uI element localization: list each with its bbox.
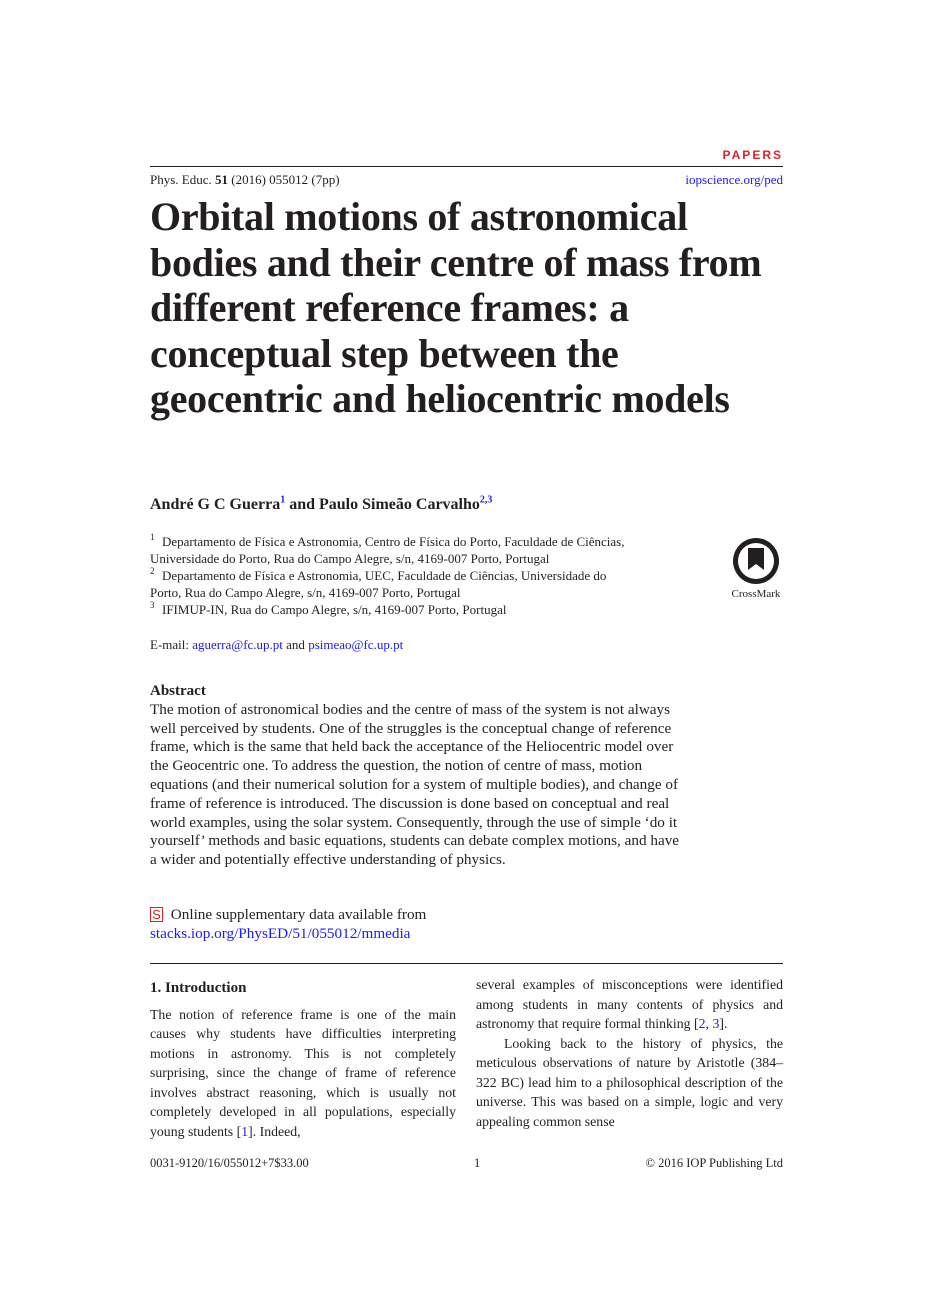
page-number: 1 <box>474 1156 481 1170</box>
author-1: André G C Guerra <box>150 496 281 513</box>
supplementary-link[interactable]: stacks.iop.org/PhysED/51/055012/mmedia <box>150 925 411 942</box>
email-link-1[interactable]: aguerra@fc.up.pt <box>192 637 283 652</box>
crossmark-badge[interactable] <box>722 537 790 600</box>
paragraph: Looking back to the history of physics, the meticulous observations of nature by Aristotle (384–322 BC) lead him to a philosophical description of the universe. This was based on a simple, logic and very appealing common sense <box>476 1035 783 1129</box>
supplementary-icon: S <box>150 907 163 922</box>
affiliation-item: 3 IFIMUP-IN, Rua do Campo Alegre, s/n, 4169-007 Porto, Portugal <box>150 600 507 617</box>
ref-link[interactable]: 2 <box>698 1016 706 1031</box>
email-link-2[interactable]: psimeao@fc.up.pt <box>308 637 404 652</box>
journal-line <box>150 172 783 188</box>
author-1-affil-ref[interactable]: 1 <box>280 494 286 506</box>
citation: Phys. Educ. 51 (2016) 055012 (7pp) <box>150 172 340 187</box>
affiliation-item-cont: Porto, Rua do Campo Alegre, s/n, 4169-007 Porto, Portugal <box>150 585 461 600</box>
crossmark-label: CrossMark <box>731 588 781 600</box>
section-label: PAPERS <box>722 148 783 162</box>
page-footer <box>150 1156 783 1171</box>
crossmark-icon <box>732 537 780 585</box>
paper-title: Orbital motions of astronomical bodies and their centre of mass from different reference frames: a conceptual step between the geocentric and heliocentric models <box>150 194 762 421</box>
section-rule <box>150 963 783 964</box>
author-2-affil-ref[interactable]: 2,3 <box>479 494 493 506</box>
affiliation-item: 1 Departamento de Física e Astronomia, Centro de Física do Porto, Faculdade de Ciências, <box>150 532 625 549</box>
ref-link[interactable]: 3 <box>712 1016 720 1031</box>
right-column <box>476 975 783 1131</box>
email-line: E-mail: aguerra@fc.up.pt and psimeao@fc.up.pt <box>150 637 404 652</box>
affiliation-item: 2 Departamento de Física e Astronomia, UEC, Faculdade de Ciências, Universidade do <box>150 566 607 583</box>
journal-site-link[interactable]: iopscience.org/ped <box>685 172 783 187</box>
paragraph: The notion of reference frame is one of the main causes why students have difficulties interpreting motions in astronomy. This is not completely surprising, since the change of frame of reference involves abstract reasoning, which is usually not completely developed in all populations, especially young students [1]. Indeed, <box>150 1006 456 1139</box>
affiliation-item-cont: Universidade do Porto, Rua do Campo Alegre, s/n, 4169-007 Porto, Portugal <box>150 551 550 566</box>
abstract-body: The motion of astronomical bodies and the centre of mass of the system is not always well perceived by students. One of the struggles is the conceptual change of reference frame, which is the same that held back the acceptance of the Heliocentric model over the Geocentric one. To address the question, the notion of centre of mass, motion equations (and their numerical solution for a system of multiple bodies), and change of frame of reference is introduced. The discussion is done based on conceptual and real world examples, using the solar system. Consequently, through the use of simple ‘do it yourself’ methods and basic equations, students can debate complex motions, and have a wider and potentially effective understanding of physics. <box>150 700 680 869</box>
abstract-heading: Abstract <box>150 683 206 699</box>
ref-link[interactable]: 1 <box>241 1123 249 1139</box>
left-column <box>150 979 456 1141</box>
affiliations <box>150 533 710 618</box>
paragraph: several examples of misconceptions were identified among students in many contents of physics and astronomy that require formal thinking [2, 3]. <box>476 977 783 1031</box>
author-2: Paulo Simeão Carvalho <box>319 496 480 513</box>
abstract <box>150 682 680 870</box>
section-heading: 1. Introduction <box>150 980 247 996</box>
article-code: 0031-9120/16/055012+7$33.00 <box>150 1156 309 1170</box>
supplementary-note: S Online supplementary data available from stacks.iop.org/PhysED/51/055012/mmedia <box>150 906 427 942</box>
copyright: © 2016 IOP Publishing Ltd <box>645 1156 783 1170</box>
authors: André G C Guerra$^1$ and Paulo Simeão Carvalho$^{2,3}$ <box>150 494 493 513</box>
header-rule <box>150 166 783 167</box>
